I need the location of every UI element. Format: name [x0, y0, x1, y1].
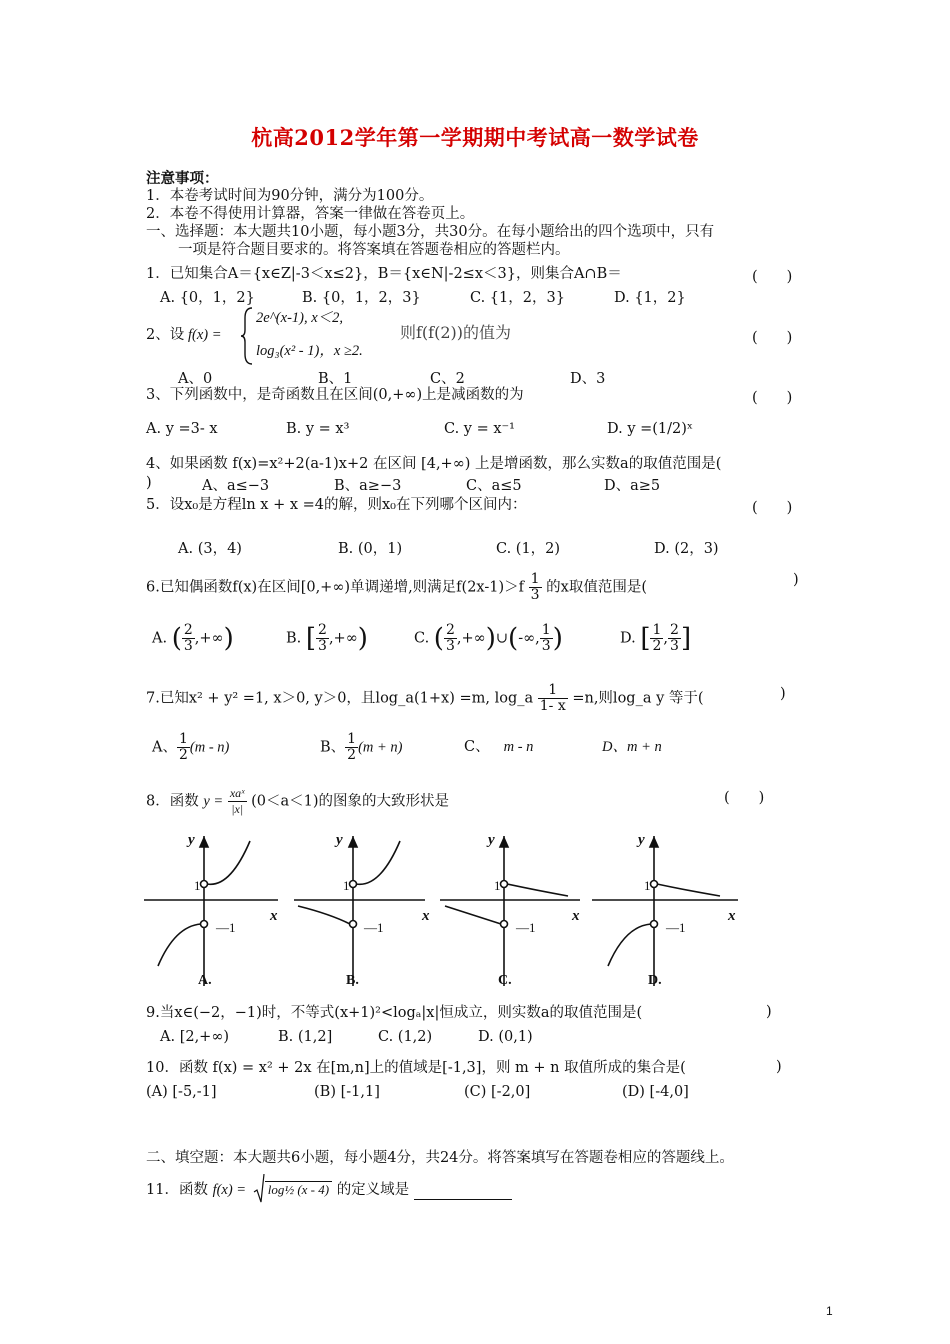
- q5-option-b: B. (0，1): [338, 541, 403, 557]
- q1-option-d: D. {1，2}: [614, 290, 686, 306]
- q2-tail: 则f(f(2))的值为: [400, 323, 511, 342]
- q7-stem: [146, 683, 704, 714]
- graph-b-x-label: x: [422, 908, 430, 924]
- graph-a-x-label: x: [270, 908, 278, 924]
- q1-option-a: A. {0，1，2}: [160, 290, 255, 306]
- q6-stem-tail: 的x取值范围是(: [546, 579, 647, 596]
- q6-b-frac: [316, 623, 329, 654]
- num: 2: [183, 622, 193, 638]
- q3-option-c: C. y = x⁻¹: [444, 421, 515, 437]
- graph-d-y-label: y: [638, 832, 645, 848]
- graph-a-one: 1: [194, 878, 201, 893]
- q6-frac-num: 1: [530, 571, 540, 587]
- q8-stem: [146, 786, 449, 817]
- q10-close-paren: ): [776, 1059, 782, 1075]
- q4-option-b: B、a≥−3: [334, 478, 402, 494]
- q7-option-c: [464, 735, 533, 756]
- q11-tail: 的定义域是: [336, 1182, 410, 1198]
- q1-option-c: C. {1，2，3}: [470, 290, 565, 306]
- q6-b-inf: ,+∞: [328, 630, 358, 647]
- q10-stem: 10．函数 f(x) = x² + 2x 在[m,n]上的值域是[-1,3]，则 m + n 取值所成的集合是(: [146, 1060, 686, 1076]
- q9-option-d: D. (0,1): [478, 1029, 533, 1045]
- q6-option-d: D. [ $\frac{1}{2}$ , $\frac{2}{3}$ ]: [620, 622, 692, 654]
- q5-option-a: A. (3，4): [178, 541, 242, 557]
- q11-answer-blank: [414, 1185, 512, 1200]
- q6-option-c: C. ( $\frac{2}{3}$ ,+∞)∪(-∞, $\frac{1}{3}$ ): [414, 622, 563, 654]
- den: 3: [183, 638, 193, 654]
- q2-case2: log₃(x² - 1)，x ≥2.: [256, 343, 363, 359]
- q9-option-b: B. (1,2]: [278, 1029, 333, 1045]
- q1-option-b: B. {0，1，2，3}: [302, 290, 421, 306]
- den: 2: [652, 638, 662, 654]
- q2-lead: 2、设: [146, 327, 185, 343]
- graph-c-one: 1: [494, 878, 501, 893]
- q1-answer-paren: ( ): [752, 269, 793, 285]
- num: 1: [178, 731, 188, 747]
- graph-a-label: A.: [198, 973, 212, 988]
- q5-option-d: D. (2，3): [654, 541, 719, 557]
- q10-option-d: (D) [-4,0]: [622, 1084, 689, 1100]
- q2-option-a: A、0: [178, 371, 213, 387]
- q11-fx: f(x) =: [212, 1182, 247, 1198]
- q7-a-half: [177, 732, 190, 763]
- q6-d-frac1: [650, 623, 663, 654]
- num: 1: [541, 622, 551, 638]
- q6-fraction: [529, 572, 542, 603]
- q11-lead: 11．函数: [146, 1182, 208, 1198]
- q9-stem: 9.当x∈(−2，−1)时，不等式(x+1)²<logₐ|x|恒成立，则实数a的取值范围是(: [146, 1005, 643, 1021]
- q2-case1: 2e^(x-1), x＜2,: [256, 310, 344, 326]
- q6-stem-text: 6.已知偶函数f(x)在区间[0,+∞)单调递增,则满足f(2x-1)＞f: [146, 579, 524, 596]
- q8-y-eq: y =: [203, 793, 224, 810]
- q6-c-neg: -∞,: [518, 630, 540, 647]
- graph-c-y-label: y: [488, 832, 495, 848]
- den: 3: [318, 638, 327, 654]
- q4-close-paren: ): [146, 475, 152, 491]
- q2-answer-paren: ( ): [752, 330, 793, 346]
- section2-heading: 二、填空题：本大题共6小题，每小题4分，共24分。将答案填写在答题卷相应的答题线上。: [146, 1150, 734, 1166]
- q7-b-half: [345, 732, 358, 763]
- q2-option-d: D、3: [570, 371, 606, 387]
- q10-option-c: (C) [-2,0]: [464, 1084, 531, 1100]
- graph-c-x-label: x: [572, 908, 580, 924]
- q1-stem: 1．已知集合A＝{x∈Z|-3＜x≤2}，B＝{x∈N|-2≤x＜3}，则集合A∩B＝: [146, 266, 622, 282]
- graph-c-minus-one: —1: [516, 920, 536, 935]
- q6-option-b: B. [ $\frac{2}{3}$ ,+∞): [286, 622, 368, 654]
- notice-item-1: 1．本卷考试时间为90分钟，满分为100分。: [146, 188, 434, 204]
- graph-b-label: B.: [346, 973, 359, 988]
- q4-option-c: C、a≤5: [466, 478, 522, 494]
- q9-option-c: C. (1,2): [378, 1029, 433, 1045]
- q7-option-b: [320, 732, 403, 763]
- q6-frac-den: 3: [530, 587, 540, 603]
- graph-a-minus-one: —1: [216, 920, 236, 935]
- q6-a-label: A.: [152, 630, 168, 647]
- graph-b-y-label: y: [336, 832, 343, 848]
- q6-option-a: A. ( $\frac{2}{3}$ ,+∞): [152, 622, 234, 654]
- den: 2: [178, 747, 188, 763]
- q7-c-label: C、: [464, 739, 490, 755]
- graph-c-label: C.: [498, 973, 512, 988]
- q6-c-frac2: [540, 623, 553, 654]
- num: 1: [652, 622, 662, 638]
- q7-fraction: [538, 683, 568, 714]
- den: 2: [347, 747, 357, 763]
- q7-stem-tail: =n,则log_a y 等于(: [572, 690, 704, 707]
- graph-a-y-label: y: [188, 832, 195, 848]
- q9-option-a: A. [2,+∞): [160, 1029, 230, 1045]
- q3-answer-paren: ( ): [752, 390, 793, 406]
- num: 2: [670, 622, 679, 638]
- q7-frac-den: 1- x: [539, 698, 566, 714]
- q11-root-expr: log½ (x - 4): [265, 1181, 332, 1197]
- q6-c-inf: ,+∞: [456, 630, 486, 647]
- num: 2: [445, 622, 455, 638]
- q2-brace: [240, 306, 256, 366]
- q11-stem: [146, 1180, 512, 1200]
- q5-option-c: C. (1，2): [496, 541, 561, 557]
- num: 1: [347, 731, 357, 747]
- q8-answer-paren: ( ): [724, 790, 765, 806]
- q6-stem: [146, 572, 647, 603]
- graph-b-one: 1: [343, 878, 350, 893]
- q9-close-paren: ): [766, 1004, 772, 1020]
- q8-stem-text: 8．函数: [146, 793, 199, 810]
- graph-d-minus-one: —1: [666, 920, 686, 935]
- section1-line2: 一项是符合题目要求的。将答案填在答题卷相应的答题栏内。: [178, 242, 570, 258]
- q6-a-inf: ,+∞: [194, 630, 224, 647]
- q7-stem-text: 7.已知x² + y² =1, x＞0, y＞0，且log_a(1+x) =m, log_a: [146, 690, 534, 707]
- q8-stem-tail: (0＜a＜1)的图象的大致形状是: [251, 793, 450, 810]
- q7-close-paren: ): [780, 686, 786, 702]
- notice-item-2: 2．本卷不得使用计算器，答案一律做在答卷页上。: [146, 206, 475, 222]
- q6-d-label: D.: [620, 630, 636, 647]
- q6-d-frac2: [668, 623, 681, 654]
- notice-heading: 注意事项：: [146, 170, 219, 187]
- q8-frac-den: |x|: [231, 802, 244, 816]
- q6-close-paren: ): [793, 572, 799, 588]
- num: 2: [318, 622, 327, 638]
- q3-option-a: A. y =3- x: [146, 421, 218, 437]
- q7-frac-num: 1: [538, 683, 568, 699]
- q5-stem: 5．设x₀是方程ln x + x =4的解，则x₀在下列哪个区间内：: [146, 497, 527, 513]
- q3-stem: 3、下列函数中，是奇函数且在区间(0,+∞)上是减函数的为: [146, 387, 524, 403]
- graph-d-one: 1: [644, 878, 651, 893]
- q7-a-expr: (m - n): [189, 739, 230, 756]
- q10-option-a: (A) [-5,-1]: [146, 1084, 217, 1100]
- q6-c-label: C.: [414, 630, 430, 647]
- q2-option-b: B、1: [318, 371, 353, 387]
- q6-a-frac: [182, 623, 195, 654]
- q5-answer-paren: ( ): [752, 500, 793, 516]
- q2-fx: f(x) =: [188, 327, 222, 343]
- q6-d-comma: ,: [663, 630, 669, 647]
- page-title: 杭高2012学年第一学期期中考试高一数学试卷: [251, 125, 699, 150]
- den: 3: [445, 638, 455, 654]
- graph-b-minus-one: —1: [364, 920, 384, 935]
- q6-c-frac1: [444, 623, 457, 654]
- q7-c-expr: m - n: [503, 739, 534, 755]
- q11-radical: [253, 1180, 332, 1200]
- q6-b-label: B.: [286, 630, 302, 647]
- graph-d-x-label: x: [728, 908, 736, 924]
- q8-graph-options: [140, 826, 760, 996]
- q7-a-label: A、: [152, 739, 177, 756]
- q4-option-d: D、a≥5: [604, 478, 661, 494]
- q3-option-d: D. y =(1/2)ˣ: [607, 421, 694, 437]
- q4-option-a: A、a≤−3: [202, 478, 270, 494]
- q2-option-c: C、2: [430, 371, 465, 387]
- section1-line1: 一、选择题：本大题共10小题，每小题3分，共30分。在每小题给出的四个选项中，只有: [146, 224, 715, 240]
- q3-option-b: B. y = x³: [286, 421, 350, 437]
- q4-stem: 4、如果函数 f(x)=x²+2(a-1)x+2 在区间 [4,+∞) 上是增函数，那么实数a的取值范围是(: [146, 456, 722, 472]
- q6-c-union: ∪: [495, 630, 509, 647]
- den: 3: [670, 638, 679, 654]
- q8-fraction: [228, 786, 247, 817]
- q10-option-b: (B) [-1,1]: [314, 1084, 380, 1100]
- q8-frac-num: xaˣ: [229, 786, 245, 800]
- q7-option-a: [152, 732, 229, 763]
- den: 3: [541, 638, 551, 654]
- q7-option-d: D、m + n: [602, 739, 662, 755]
- q7-b-expr: (m + n): [358, 739, 403, 756]
- page-number: 1: [826, 1304, 833, 1318]
- q7-b-label: B、: [320, 739, 346, 756]
- graph-d-label: D.: [648, 973, 662, 988]
